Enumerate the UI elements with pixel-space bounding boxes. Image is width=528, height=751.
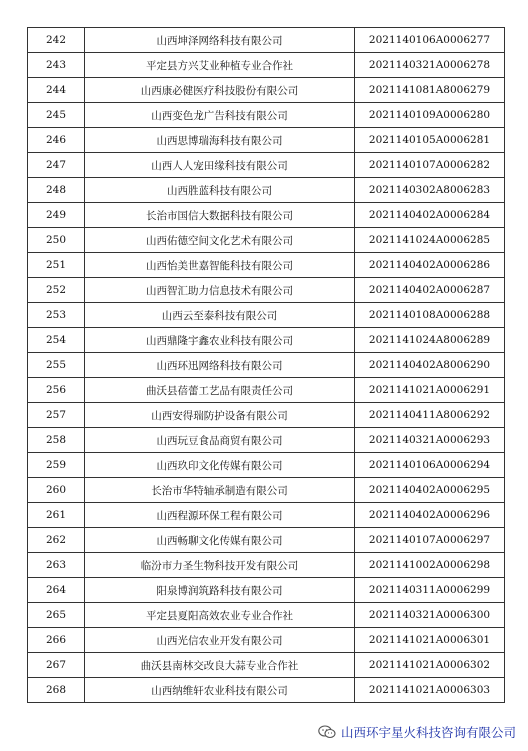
row-number: 246	[28, 128, 85, 153]
registration-code: 2021141021A0006303	[355, 678, 505, 703]
registration-code: 2021140109A0006280	[355, 103, 505, 128]
company-name: 长治市华特轴承制造有限公司	[85, 478, 355, 503]
registry-table-body	[28, 28, 505, 703]
registration-code: 2021141024A8006289	[355, 328, 505, 353]
table-row	[28, 103, 505, 128]
company-name: 山西环迅网络科技有限公司	[85, 353, 355, 378]
row-number: 256	[28, 378, 85, 403]
table-row	[28, 228, 505, 253]
registration-code: 2021141021A0006291	[355, 378, 505, 403]
row-number: 242	[28, 28, 85, 53]
table-row	[28, 28, 505, 53]
table-row	[28, 253, 505, 278]
company-name: 山西玩豆食品商贸有限公司	[85, 428, 355, 453]
row-number: 254	[28, 328, 85, 353]
table-row	[28, 553, 505, 578]
row-number: 251	[28, 253, 85, 278]
company-name: 山西云至泰科技有限公司	[85, 303, 355, 328]
company-name: 山西胜蓝科技有限公司	[85, 178, 355, 203]
company-name: 山西怡美世嘉智能科技有限公司	[85, 253, 355, 278]
row-number: 264	[28, 578, 85, 603]
registration-code: 2021141002A0006298	[355, 553, 505, 578]
table-row	[28, 503, 505, 528]
row-number: 250	[28, 228, 85, 253]
table-row	[28, 378, 505, 403]
row-number: 244	[28, 78, 85, 103]
table-row	[28, 153, 505, 178]
company-name: 曲沃县蓓蕾工艺品有限责任公司	[85, 378, 355, 403]
row-number: 255	[28, 353, 85, 378]
registration-code: 2021141081A8006279	[355, 78, 505, 103]
registration-code: 2021140311A0006299	[355, 578, 505, 603]
company-name: 山西光信农业开发有限公司	[85, 628, 355, 653]
row-number: 265	[28, 603, 85, 628]
row-number: 245	[28, 103, 85, 128]
table-row	[28, 53, 505, 78]
table-row	[28, 528, 505, 553]
row-number: 253	[28, 303, 85, 328]
wechat-icon	[318, 725, 336, 739]
registration-code: 2021140107A0006282	[355, 153, 505, 178]
registration-code: 2021141021A0006301	[355, 628, 505, 653]
company-name: 临汾市力圣生物科技开发有限公司	[85, 553, 355, 578]
watermark	[318, 723, 516, 741]
company-name: 山西佑德空间文化艺术有限公司	[85, 228, 355, 253]
company-name: 平定县夏阳高效农业专业合作社	[85, 603, 355, 628]
company-name: 山西智汇助力信息技术有限公司	[85, 278, 355, 303]
table-row	[28, 178, 505, 203]
table-row	[28, 303, 505, 328]
table-row	[28, 203, 505, 228]
registration-code: 2021140106A0006294	[355, 453, 505, 478]
company-name: 山西人人宠田缘科技有限公司	[85, 153, 355, 178]
registration-code: 2021140302A8006283	[355, 178, 505, 203]
row-number: 267	[28, 653, 85, 678]
company-name: 曲沃县南林交改良大蒜专业合作社	[85, 653, 355, 678]
row-number: 243	[28, 53, 85, 78]
table-row	[28, 403, 505, 428]
row-number: 247	[28, 153, 85, 178]
registry-table	[27, 27, 505, 703]
registration-code: 2021140411A8006292	[355, 403, 505, 428]
table-row	[28, 653, 505, 678]
registration-code: 2021140402A8006290	[355, 353, 505, 378]
table-row	[28, 453, 505, 478]
registration-code: 2021140402A0006296	[355, 503, 505, 528]
row-number: 268	[28, 678, 85, 703]
row-number: 259	[28, 453, 85, 478]
table-row	[28, 678, 505, 703]
table-row	[28, 353, 505, 378]
table-row	[28, 578, 505, 603]
registration-code: 2021140321A0006293	[355, 428, 505, 453]
registration-code: 2021140321A0006300	[355, 603, 505, 628]
row-number: 258	[28, 428, 85, 453]
company-name: 山西康必健医疗科技股份有限公司	[85, 78, 355, 103]
row-number: 266	[28, 628, 85, 653]
registration-code: 2021140402A0006284	[355, 203, 505, 228]
row-number: 262	[28, 528, 85, 553]
company-name: 山西程源环保工程有限公司	[85, 503, 355, 528]
registration-code: 2021140402A0006295	[355, 478, 505, 503]
row-number: 248	[28, 178, 85, 203]
row-number: 261	[28, 503, 85, 528]
company-name: 山西畅聊文化传媒有限公司	[85, 528, 355, 553]
company-name: 山西鼎隆宇鑫农业科技有限公司	[85, 328, 355, 353]
table-row	[28, 128, 505, 153]
table-row	[28, 628, 505, 653]
company-name: 山西纳维轩农业科技有限公司	[85, 678, 355, 703]
table-row	[28, 428, 505, 453]
row-number: 260	[28, 478, 85, 503]
registration-code: 2021140106A0006277	[355, 28, 505, 53]
row-number: 263	[28, 553, 85, 578]
registration-code: 2021140108A0006288	[355, 303, 505, 328]
table-row	[28, 78, 505, 103]
registration-code: 2021140107A0006297	[355, 528, 505, 553]
table-row	[28, 478, 505, 503]
registration-code: 2021140321A0006278	[355, 53, 505, 78]
registry-table-container	[27, 27, 504, 703]
company-name: 山西思博瑞海科技有限公司	[85, 128, 355, 153]
table-row	[28, 603, 505, 628]
registration-code: 2021141021A0006302	[355, 653, 505, 678]
company-name: 山西玖印文化传媒有限公司	[85, 453, 355, 478]
registration-code: 2021140402A0006286	[355, 253, 505, 278]
watermark-text: 山西环宇星火科技咨询有限公司	[340, 725, 516, 740]
table-row	[28, 328, 505, 353]
company-name: 山西坤泽网络科技有限公司	[85, 28, 355, 53]
row-number: 249	[28, 203, 85, 228]
registration-code: 2021140402A0006287	[355, 278, 505, 303]
row-number: 252	[28, 278, 85, 303]
company-name: 阳泉博润筑路科技有限公司	[85, 578, 355, 603]
registration-code: 2021141024A0006285	[355, 228, 505, 253]
company-name: 平定县方兴艾业种植专业合作社	[85, 53, 355, 78]
company-name: 长治市国信大数据科技有限公司	[85, 203, 355, 228]
row-number: 257	[28, 403, 85, 428]
table-row	[28, 278, 505, 303]
company-name: 山西变色龙广告科技有限公司	[85, 103, 355, 128]
registration-code: 2021140105A0006281	[355, 128, 505, 153]
company-name: 山西安得瑞防护设备有限公司	[85, 403, 355, 428]
